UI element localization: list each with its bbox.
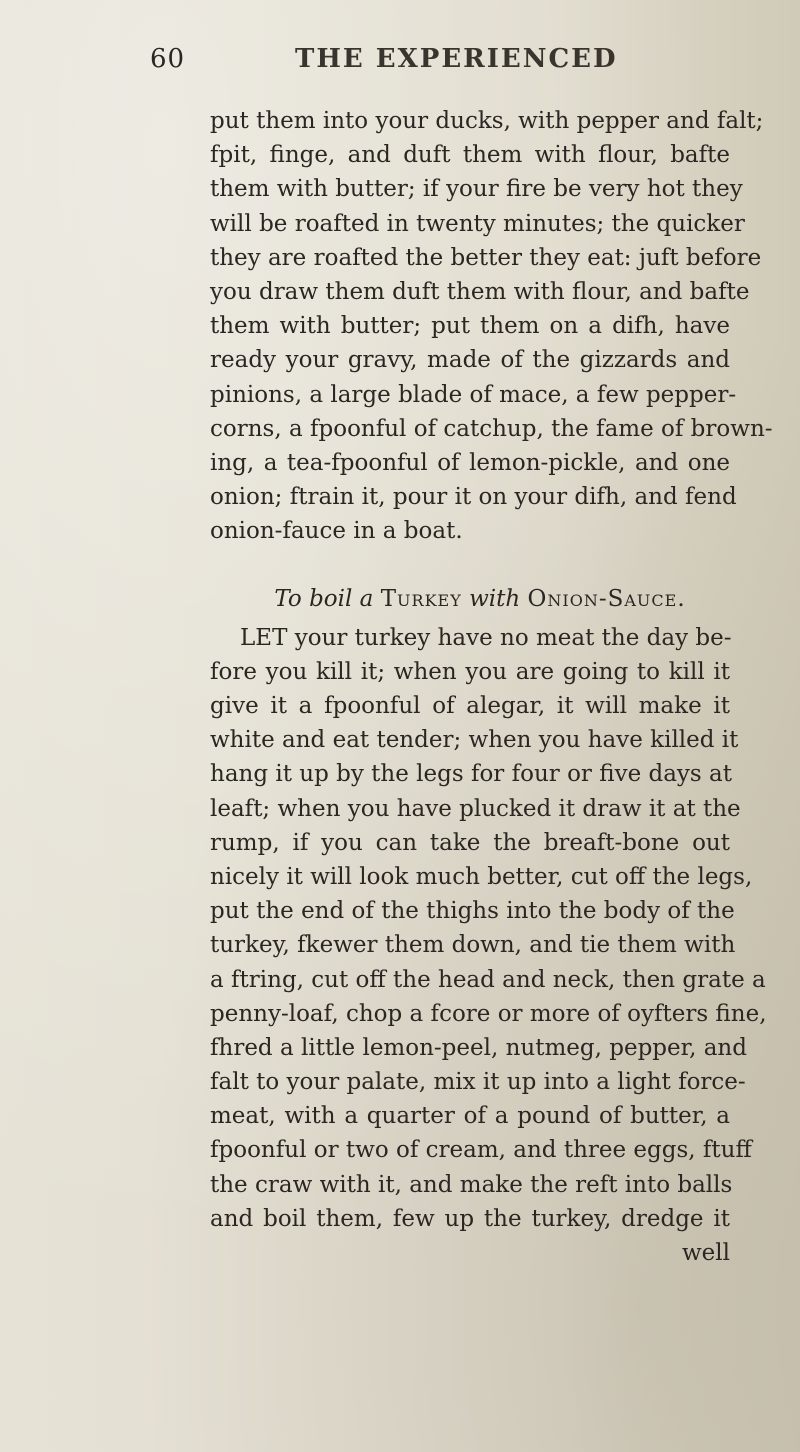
text-line: leaft; when you have plucked it draw it at the — [210, 795, 741, 822]
paragraph-turkey — [210, 621, 767, 1236]
text-line: will be roafted in twenty minutes; the quicker — [210, 210, 745, 237]
heading-with: with — [461, 586, 528, 613]
text-line: nicely it will look much better, cut off the legs, — [210, 863, 753, 890]
recipe-heading — [210, 582, 730, 616]
text-line: onion-fauce in a boat. — [210, 518, 463, 545]
text-line: ready your gravy, made of the gizzards and — [210, 347, 730, 374]
paragraph-ducks — [210, 104, 773, 548]
text-line: them with butter; put them on a difh, have — [210, 313, 730, 340]
text-line: they are roafted the better they eat: juft before — [210, 244, 762, 271]
text-line: put the end of the thighs into the body of the — [210, 898, 735, 925]
text-line: you draw them duft them with flour, and bafte — [210, 278, 750, 305]
text-line: and boil them, few up the turkey, dredge it — [210, 1205, 730, 1232]
running-head: THE EXPERIENCED — [295, 44, 618, 74]
text-line: fpit, finge, and duft them with flour, bafte — [210, 142, 730, 169]
text-line: fhred a little lemon-peel, nutmeg, pepper, and — [210, 1034, 747, 1061]
text-line: fpoonful or two of cream, and three eggs, ftuff — [210, 1137, 752, 1164]
catchword: well — [681, 1240, 730, 1266]
text-line: a ftring, cut off the head and neck, then grate a — [210, 966, 766, 993]
text-line: rump, if you can take the breaft-bone out — [210, 829, 730, 856]
text-line: put them into your ducks, with pepper and falt; — [210, 108, 764, 134]
text-line: fore you kill it; when you are going to kill it — [210, 658, 730, 685]
text-line: give it a fpoonful of alegar, it will make it — [210, 693, 730, 719]
text-line: the craw with it, and make the reft into balls — [210, 1171, 733, 1198]
heading-sauce: Onion-Sauce. — [527, 586, 686, 613]
text-line: onion; ftrain it, pour it on your difh, and fend — [210, 484, 737, 511]
text-line: pinions, a large blade of mace, a few pepper- — [210, 381, 737, 408]
text-line: them with butter; if your fire be very hot they — [210, 176, 743, 203]
heading-turkey: Turkey — [380, 586, 462, 613]
text-line: falt to your palate, mix it up into a light force- — [210, 1069, 746, 1096]
text-line: turkey, fkewer them down, and tie them with — [210, 932, 736, 959]
text-line: corns, a fpoonful of catchup, the fame of brown- — [210, 415, 773, 442]
text-line: LET your turkey have no meat the day be- — [240, 624, 732, 651]
text-line: white and eat tender; when you have killed it — [210, 727, 739, 754]
text-line: penny-loaf, chop a fcore or more of oyfters fine, — [210, 1000, 767, 1027]
text-line: meat, with a quarter of a pound of butter, a — [210, 1103, 730, 1130]
text-line: hang it up by the legs for four or five days at — [210, 761, 732, 788]
heading-prefix: To boil a — [274, 586, 381, 613]
body-text — [210, 104, 773, 1270]
text-line: ing, a tea-fpoonful of lemon-pickle, and one — [210, 449, 730, 476]
page-number: 60 — [150, 44, 186, 74]
